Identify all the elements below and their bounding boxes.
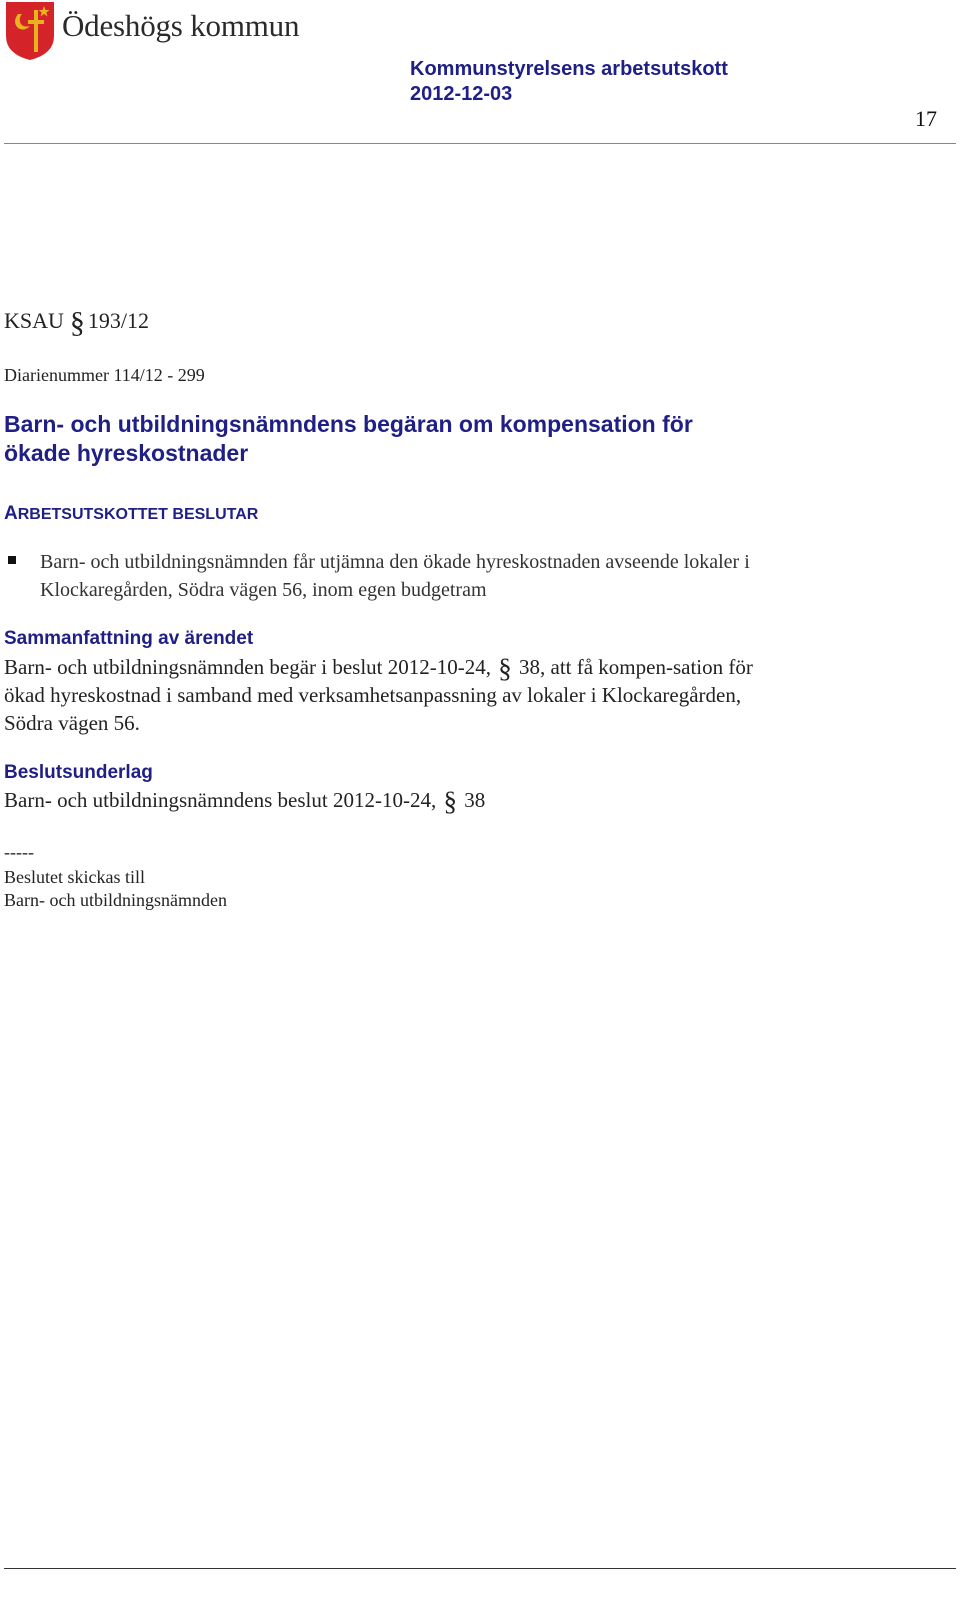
case-number: 193/12 <box>87 308 150 333</box>
summary-text-before: Barn- och utbildningsnämnden begär i beslut 2012-10-24, <box>4 655 491 679</box>
decision-heading <box>4 503 258 525</box>
distribution-label: Beslutet skickas till <box>4 867 145 887</box>
summary-heading: Sammanfattning av ärendet <box>4 628 254 649</box>
case-reference <box>4 306 150 339</box>
meeting-date: 2012-12-03 <box>410 83 513 105</box>
decision-item-text: Barn- och utbildningsnämnden får utjämna den ökade hyreskostnaden avseende lokaler i Klockaregården, Södra vägen 56, inom egen budgetram <box>40 551 750 601</box>
municipality-name: Ödeshögs kommun <box>62 8 300 43</box>
summary-text <box>4 653 764 737</box>
basis-text <box>4 786 764 814</box>
square-bullet-icon <box>8 556 16 564</box>
basis-heading: Beslutsunderlag <box>4 762 153 783</box>
document-title: Barn- och utbildningsnämndens begäran om kompensation för ökade hyreskostnader <box>4 411 693 466</box>
separator-dashes: ----- <box>4 842 34 862</box>
page-number: 17 <box>915 106 937 131</box>
municipality-crest-logo <box>4 0 56 62</box>
case-prefix: KSAU <box>4 308 64 333</box>
decision-list <box>4 548 764 604</box>
section-symbol-icon: § <box>443 786 457 816</box>
section-symbol-icon: § <box>498 653 512 683</box>
header-divider <box>4 143 956 144</box>
distribution-recipient: Barn- och utbildningsnämnden <box>4 890 227 910</box>
summary-text-after: 38, att få kompen-sation för ökad hyreskostnad i samband med verksamhetsanpassning av lokaler i Klockaregården, Södra vägen 56. <box>4 655 753 735</box>
diary-number: Diarienummer 114/12 - 299 <box>4 365 205 385</box>
decision-heading-rest: RBETSUTSKOTTET BESLUTAR <box>17 506 259 523</box>
page-header <box>0 0 960 146</box>
committee-name: Kommunstyrelsens arbetsutskott <box>410 58 728 80</box>
basis-text-before: Barn- och utbildningsnämndens beslut 2012-10-24, <box>4 788 437 812</box>
decision-heading-initial: A <box>4 503 18 524</box>
list-item <box>4 548 764 604</box>
section-symbol-icon: § <box>69 306 85 339</box>
footer-divider <box>4 1568 956 1569</box>
basis-text-after: 38 <box>464 788 486 812</box>
